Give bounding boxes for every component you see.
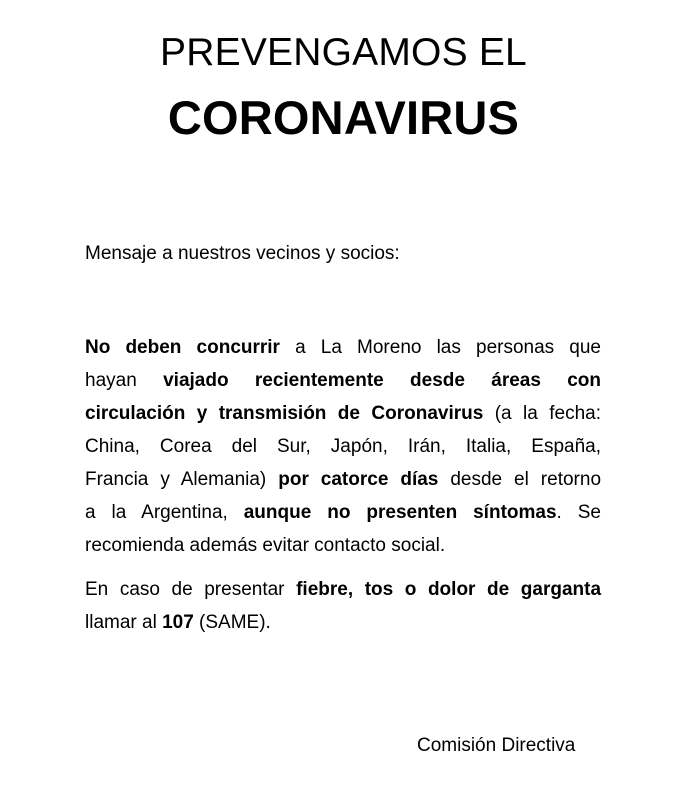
body-text: llamar al	[85, 612, 163, 633]
body-line	[85, 573, 601, 606]
body-text: a La Moreno las personas que	[279, 337, 601, 358]
body-text: a la Argentina,	[85, 502, 244, 523]
body-emphasis: por catorce días	[278, 469, 439, 490]
title-line-coronavirus: CORONAVIRUS	[167, 91, 520, 144]
body-text: (SAME).	[193, 612, 271, 633]
body-emphasis: aunque no presenten síntomas	[243, 502, 557, 523]
page-title	[0, 30, 687, 146]
body-line	[85, 364, 601, 397]
body-text: (a la fecha:	[483, 403, 601, 424]
emergency-number: 107	[162, 612, 194, 633]
paragraph-restriction	[85, 331, 601, 562]
body-emphasis: circulación y transmisión de Coronavirus	[85, 403, 484, 424]
body-line	[85, 496, 601, 529]
signature-text: Comisión Directiva	[417, 735, 576, 756]
body-line	[85, 606, 601, 639]
body-line	[85, 397, 601, 430]
title-line-prevengamos: PREVENGAMOS EL	[160, 31, 527, 74]
body-emphasis: No deben concurrir	[85, 337, 280, 358]
body-line	[85, 331, 601, 364]
body-text: . Se	[556, 502, 601, 523]
body-line	[85, 430, 601, 463]
body-text: Francia y Alemania)	[85, 469, 279, 490]
body-line	[85, 529, 601, 562]
notice-body	[85, 331, 601, 639]
body-emphasis: fiebre, tos o dolor de garganta	[296, 579, 602, 600]
body-text: desde el retorno	[438, 469, 602, 490]
body-text: China, Corea del Sur, Japón, Irán, Italia, España,	[85, 436, 601, 457]
body-line	[85, 463, 601, 496]
salutation-text: Mensaje a nuestros vecinos y socios:	[85, 243, 400, 264]
body-text: recomienda además evitar contacto social.	[85, 535, 446, 556]
paragraph-symptoms	[85, 573, 601, 639]
body-text: hayan	[85, 370, 164, 391]
body-emphasis: viajado recientemente desde áreas con	[163, 370, 602, 391]
body-text: En caso de presentar	[85, 579, 297, 600]
